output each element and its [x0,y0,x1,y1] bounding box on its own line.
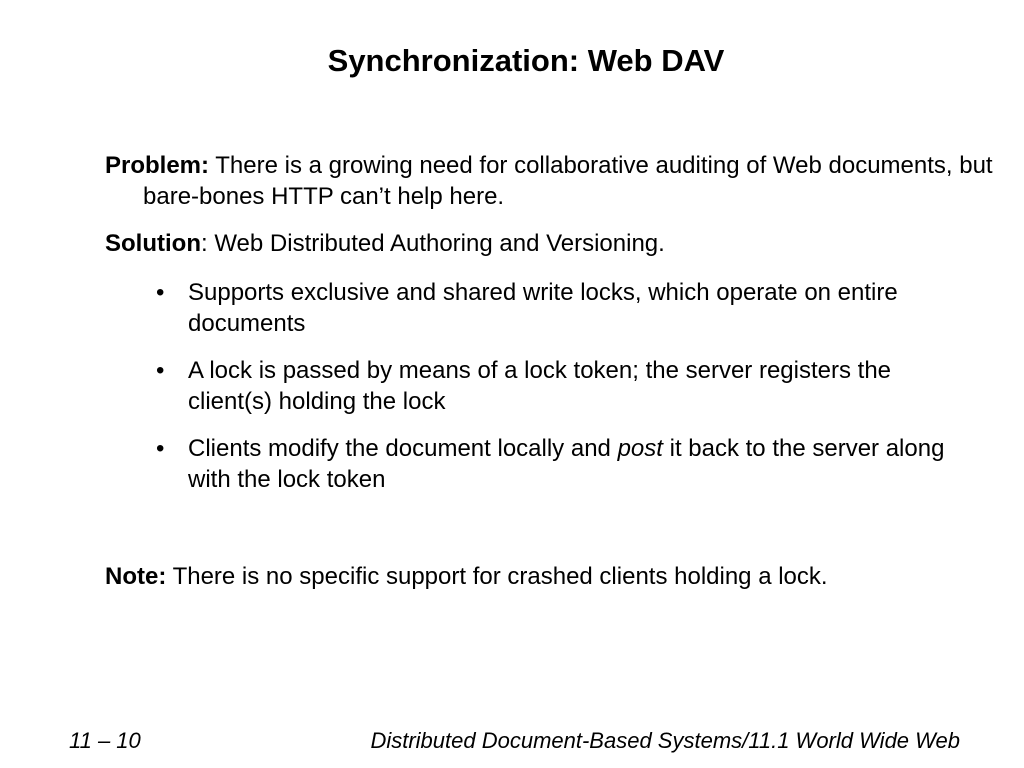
bullet-text: A lock is passed by means of a lock token; the server registers the client(s) holding the lock [188,357,892,415]
bullet-dot-icon: • [156,357,165,384]
bullet-text: Supports exclusive and shared write locks, which operate on entire documents [188,279,898,337]
problem-paragraph [105,150,1023,212]
bullet-text-before: Clients modify the document locally and [188,435,618,462]
bullet-text-after: it back to the server along with the lock token [188,435,945,493]
problem-text: There is a growing need for collaborative auditing of Web documents, but bare-bones HTTP can’t help here. [143,152,993,210]
slide-title: Synchronization: Web DAV [327,43,725,78]
solution-paragraph [105,228,985,259]
solution-text: : Web Distributed Authoring and Versioning. [200,230,665,257]
footer-page-number: 11 – 10 [69,728,141,753]
problem-label: Problem: [105,152,210,179]
bullet-item-clients-modify [156,433,976,495]
bullet-text [188,433,976,495]
note-text: There is no specific support for crashed clients holding a lock. [172,563,828,590]
bullet-item-locks [156,277,976,339]
note-label: Note: [105,563,167,590]
note-paragraph [105,561,985,592]
bullet-dot-icon: • [156,435,165,462]
solution-label: Solution [105,230,201,257]
bullet-item-lock-token [156,355,976,417]
bullet-dot-icon: • [156,279,165,306]
footer-section-title: Distributed Document-Based Systems/11.1 World Wide Web [370,728,960,753]
bullet-text-emphasis: post [617,435,663,462]
